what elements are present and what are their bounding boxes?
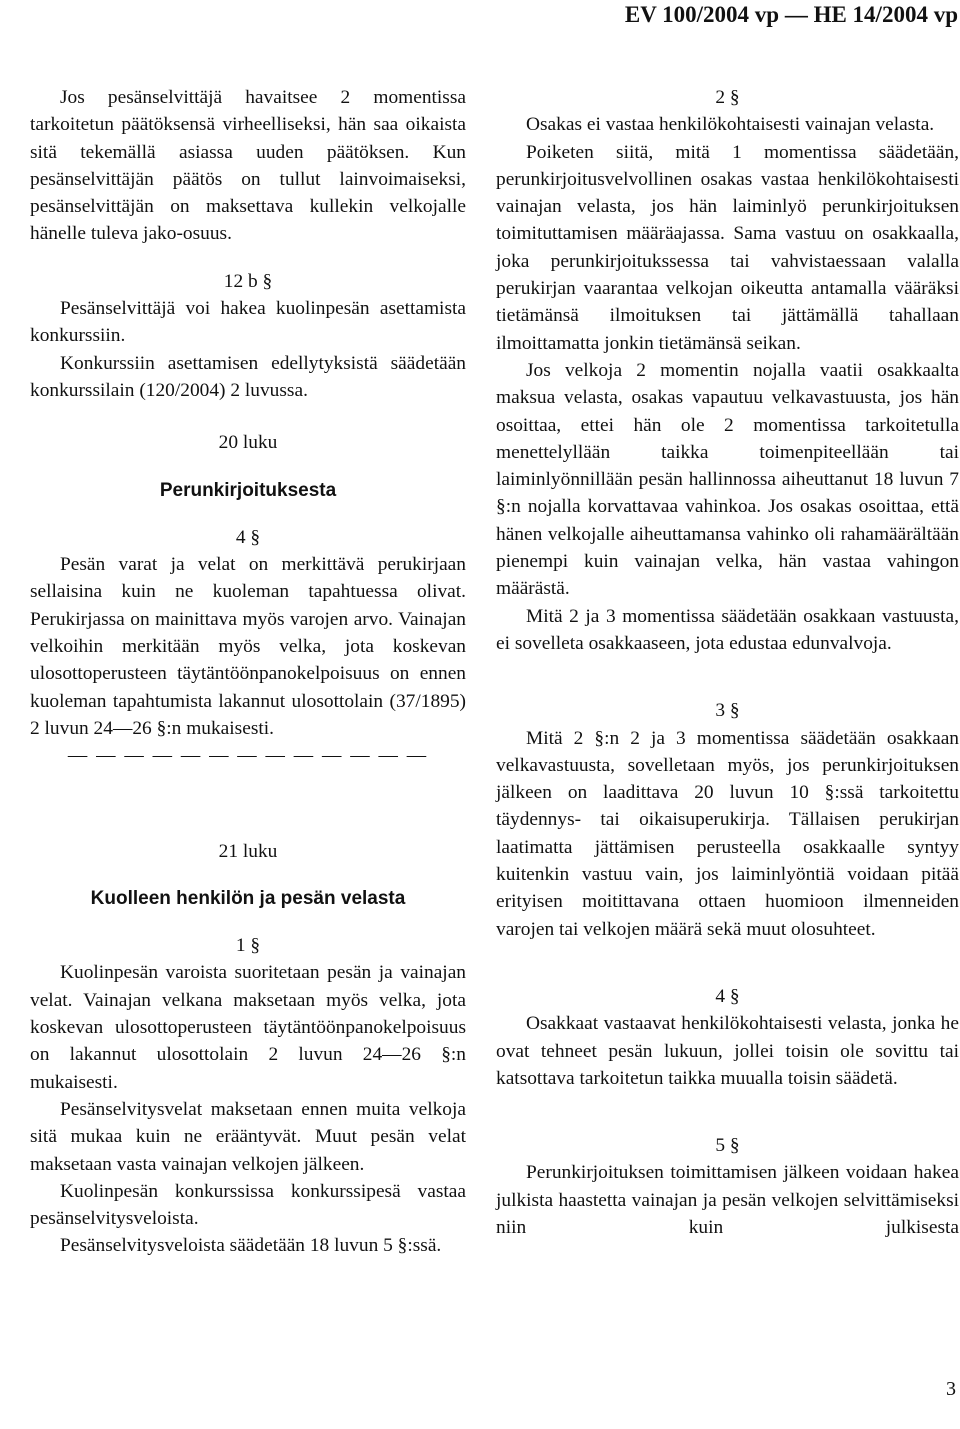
paragraph-1-3: Kuolinpesän konkurssissa konkurssipesä vastaa pesänselvitysveloista. — [30, 1180, 466, 1230]
paragraph-1-1: Kuolinpesän varoista suoritetaan pesän ja vainajan velat. Vainajan velkana maksetaan myös velka, jota koskevan ulosottoperusteen täytäntöönpanokelpoisuus on lakannut ulosottolain 2 luvun 24—26 §:n mukaisesti. — [30, 962, 466, 1093]
omission-dashes: — — — — — — — — — — — — — — [67, 745, 429, 767]
section-3-heading: 3 § — [715, 700, 740, 722]
section-4-heading: 4 § — [235, 526, 261, 548]
paragraph-4-1: Pesän varat ja velat on merkittävä perukirjaan sellaisina kuin ne kuoleman tapahtuessa olivat. Perukirjassa on mainittava myös varojen arvo. Vainajan velkoihin merkitään myös velka, jota koskevan ulosottoperusteen täytäntöönpanokelpoisuus on ennen kuoleman tapahtumista lakannut ulosottolain (37/1895) 2 luvun 24—26 §:n mukaisesti. — [30, 554, 466, 739]
paragraph-1-2: Pesänselvitysvelat maksetaan ennen muita velkoja sitä mukaa kuin ne erääntyvät. Muut pesän velat maksetaan vasta vainajan velkojen jälkeen. — [30, 1098, 466, 1175]
chapter-21-title: Kuolleen henkilön ja pesän velasta — [90, 887, 406, 909]
paragraph-4-right-1: Osakkaat vastaavat henkilökohtaisesti velasta, jonka he ovat tehneet pesän lukuun, jollei toisin ole sovittu tai katsottava tarkoitetun taikka muualla toisin säädetä. — [496, 1013, 959, 1089]
paragraph-2-4: Mitä 2 ja 3 momentissa säädetään osakkaan vastuusta, ei sovelleta osakkaaseen, jota edustaa edunvalvoja. — [496, 605, 959, 654]
right-column — [496, 84, 959, 1241]
paragraph-1-4: Pesänselvitysveloista säädetään 18 luvun 5 §:ssä. — [60, 1235, 442, 1257]
paragraph-2-2: Poiketen siitä, mitä 1 momentissa säädetään, perunkirjoitusvelvollinen osakas vastaa henkilökohtaisesti vainajan velasta, jos hän laiminlyö perunkirjoituksen toimituttamisen määräajassa. Sama vastuu on osakkaalla, joka perunkirjoitukssessa tai vahvistaessaan valalla perukirjan vaarantaa velkojan oikeutta antamalla vääräksi tietämänsä ilmoituksen tai jättämällä tahallaan ilmoittamatta jonkin tietämänsä seikan. — [496, 141, 959, 354]
paragraph-intro: Jos pesänselvittäjä havaitsee 2 momentissa tarkoitetun päätöksensä virheelliseksi, hän saa oikaista sitä tekemällä asiassa uuden päätöksen. Kun pesänselvittäjän päätös on tullut lainvoimaiseksi, pesänselvittäjän on maksettava kullekin velkojalle hänelle tuleva jako-osuus. — [30, 87, 466, 245]
section-1-heading: 1 § — [235, 935, 261, 957]
paragraph-2-3: Jos velkoja 2 momentin nojalla vaatii osakkaalta maksua velasta, osakas vapautuu velkavastuusta, jos hän osoittaa, ettei hän ole 2 momentissa tarkoitetulla menettelyllään taikka toimenpiteellään tai laiminlyönnillään pesän hallinnossa aiheuttanut 18 luvun 7 §:n nojalla korvattavaa vahinkoa. Jos osakas osoittaa, että hänen velkojalle aiheuttamansa vahinko oli rahamäärältään pienempi kuin vainajan velka, hän vastaa vahingon määrästä. — [496, 359, 959, 600]
paragraph-12b-2: Konkurssiin asettamisen edellytyksistä säädetään konkurssilain (120/2004) 2 luvussa. — [30, 352, 466, 401]
chapter-20-number: 20 luku — [218, 432, 278, 454]
paragraph-5-1: Perunkirjoituksen toimittamisen jälkeen voidaan hakea julkista haastetta vainajan ja pesän velkojen selvittämiseksi niin kuin julkisesta — [496, 1162, 959, 1238]
section-12b-heading: 12 b § — [223, 270, 273, 292]
paragraph-2-1: Osakas ei vastaa henkilökohtaisesti vainajan velasta. — [526, 114, 935, 136]
left-column — [30, 84, 466, 1260]
document-header: EV 100/2004 vp — HE 14/2004 vp — [624, 2, 958, 27]
paragraph-3-1: Mitä 2 §:n 2 ja 3 momentissa säädetään osakkaan velkavastuusta, sovelletaan myös, jos perunkirjoituksen jälkeen on laadittava 20 luvun 10 §:ssä tarkoitettu täydennys- tai oikaisuperukirja. Tällaisen perukirjan laatimatta jättämisen perusteella osakkaalle syntyy kuitenkin vastuu vain, jos laiminlyöntiä voidaan pitää erityisen moitittavana ottaen huomioon ilmenneiden varojen tai velkojen määrä sekä muut olosuhteet. — [496, 727, 959, 940]
page-number: 3 — [946, 1378, 956, 1400]
paragraph-12b-1: Pesänselvittäjä voi hakea kuolinpesän asettamista konkurssiin. — [30, 298, 466, 347]
section-2-heading: 2 § — [715, 87, 740, 108]
chapter-21-number: 21 luku — [218, 840, 278, 862]
chapter-20-title: Perunkirjoituksesta — [159, 479, 337, 501]
section-5-heading: 5 § — [715, 1135, 740, 1157]
section-4-heading-right: 4 § — [715, 985, 740, 1007]
